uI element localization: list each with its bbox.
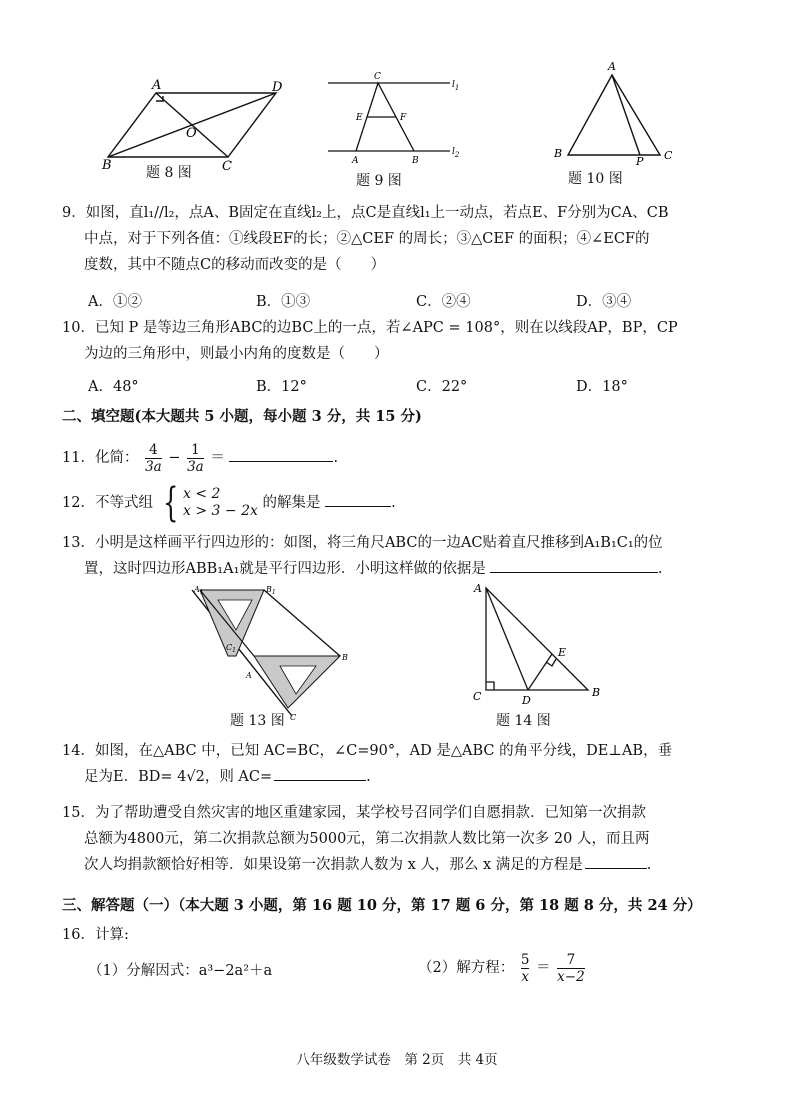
fig10-label-p: P: [636, 155, 644, 168]
q11-numerator-2: 1: [191, 441, 200, 458]
q16-fraction-2: [557, 952, 585, 985]
fig10-label-c: C: [664, 149, 673, 162]
q16-fraction-1: [521, 952, 530, 985]
q12-inequality-system: { x < 2 x > 3 − 2x: [162, 480, 258, 526]
fig13-label-c: C: [290, 713, 297, 722]
section-3-heading: 三、解答题（一）（本大题 3 小题，第 16 题 10 分，第 17 题 6 分，第 18 题 8 分，共 24 分）: [62, 897, 702, 914]
fig14-label-c: C: [473, 690, 482, 703]
page-footer: 八年级数学试卷 第 2页 共 4页: [296, 1052, 498, 1068]
fig14-label-b: B: [592, 686, 601, 699]
fig8-caption: 题 8 图: [146, 165, 192, 181]
q9-option-a[interactable]: A．①②: [88, 294, 142, 310]
q16-part-2: [418, 950, 587, 986]
q13-line-1: 13．小明是这样画平行四边形的：如图，将三角尺ABC的一边AC贴着直尺推移到A₁B₁C₁的位: [62, 535, 663, 551]
q15-answer-blank[interactable]: [585, 853, 647, 869]
q9-line-1: 9．如图，直l₁//l₂，点A、B固定在直线l₂上，点C是直线l₁上一动点，若点E、F分别为CA、CB: [62, 205, 669, 221]
question-12: [62, 480, 396, 526]
q13-answer-blank[interactable]: [490, 557, 658, 573]
q10-option-b[interactable]: B．12°: [256, 379, 307, 395]
q10-option-c[interactable]: C．22°: [416, 379, 468, 395]
q16-denominator-2: x−2: [557, 968, 585, 985]
fig8-label-b: B: [102, 158, 112, 173]
question-11: [62, 440, 338, 476]
q12-inequality-2: x > 3 − 2x: [183, 503, 258, 519]
q12-end: .: [391, 495, 396, 511]
fig9-label-l2: $l_2$: [452, 147, 460, 159]
section-2-heading: 二、填空题(本大题共 5 小题，每小题 3 分，共 15 分): [62, 408, 422, 425]
fig10-label-b: B: [554, 147, 563, 160]
fig8-label-a: A: [152, 78, 162, 93]
fig14-label-e: E: [558, 646, 567, 659]
fig14-right-triangle: [486, 588, 588, 690]
fig9-label-l1: $l_1$: [452, 80, 460, 92]
q14-line-2: 足为E．BD= 4√2，则 AC= .: [62, 764, 672, 790]
fig10-label-a: A: [608, 60, 616, 73]
q16-numerator-1: 5: [520, 951, 530, 968]
q10-option-d[interactable]: D．18°: [576, 379, 628, 395]
fig8-label-c: C: [222, 159, 232, 174]
fig13-label-a1: $A_1$: [194, 585, 204, 596]
fig14-label-d: D: [522, 694, 531, 707]
q16-part-1: （1）分解因式：a³−2a²＋a: [88, 963, 273, 979]
fig9-parallel-lines-triangle: [328, 83, 450, 151]
q14-line-1: 14．如图，在△ABC 中，已知 AC=BC，∠C=90°，AD 是△ABC 的角平分线，DE⊥AB，垂: [62, 743, 673, 759]
q12-inequality-1: x < 2: [183, 486, 221, 502]
fig9-label-a: A: [352, 156, 359, 166]
q14-answer-blank[interactable]: [274, 765, 366, 781]
q11-prefix: 11．化简：: [62, 450, 139, 466]
fig10-triangle: [568, 75, 660, 155]
q12-suffix: 的解集是: [262, 495, 321, 511]
q11-minus: −: [168, 450, 181, 466]
question-16-title: 16．计算:: [62, 927, 129, 943]
fig9-label-c: C: [374, 72, 381, 82]
fig13-label-b: B: [342, 653, 348, 662]
q15-line-2: 总额为4800元，第二次捐款总额为5000元，第二次捐款人数比第一次多 20 人，而且两: [84, 831, 650, 847]
q12-answer-blank[interactable]: [325, 491, 391, 507]
q16-part-2-prefix: （2）解方程：: [418, 960, 515, 976]
question-14: [62, 738, 672, 790]
q13-line-2: 置，这时四边形ABB₁A₁就是平行四边形．小明这样做的依据是 .: [62, 556, 663, 582]
q11-numerator-1: 4: [149, 441, 158, 458]
q10-option-a[interactable]: A．48°: [88, 379, 139, 395]
fig13-ruler-triangle: [192, 590, 340, 716]
q15-line-1: 15．为了帮助遭受自然灾害的地区重建家园，某学校号召同学们自愿捐款．已知第一次捐款: [62, 805, 646, 821]
fig9-label-e: E: [356, 113, 363, 123]
middle-figures: [0, 580, 794, 730]
q15-line-3: 次人均捐款额恰好相等．如果设第一次捐款人数为 x 人，那么 x 满足的方程是 .: [62, 852, 651, 878]
fig14-caption: 题 14 图: [496, 713, 551, 729]
q11-equals: ＝: [210, 450, 225, 466]
fig9-label-f: F: [400, 113, 407, 123]
q10-line-2: 为边的三角形中，则最小内角的度数是（ ）: [84, 346, 389, 362]
q16-denominator-1: x: [521, 968, 529, 985]
q11-fraction-1: [145, 442, 162, 475]
q9-option-d[interactable]: D．③④: [576, 294, 632, 310]
question-15: [62, 800, 651, 878]
fig8-parallelogram: [108, 93, 276, 157]
q9-option-b[interactable]: B．①③: [256, 294, 311, 310]
question-13: [62, 530, 663, 582]
q11-denominator-1: 3a: [145, 458, 162, 475]
question-10: [62, 315, 678, 367]
fig9-label-b: B: [412, 156, 419, 166]
q11-end: .: [333, 450, 339, 466]
q11-fraction-2: [187, 442, 204, 475]
q12-prefix: 12．不等式组: [62, 495, 153, 511]
q11-answer-blank[interactable]: [229, 446, 333, 462]
q9-line-2: 中点，对于下列各值：①线段EF的长；②△CEF 的周长；③△CEF 的面积；④∠ECF的: [84, 231, 650, 247]
q16-equals: ＝: [536, 960, 551, 976]
q10-line-1: 10．已知 P 是等边三角形ABC的边BC上的一点，若∠APC = 108°，则在以线段AP，BP，CP: [62, 320, 678, 336]
fig9-caption: 题 9 图: [356, 173, 402, 189]
fig13-label-b1: $B_1$: [266, 585, 276, 596]
fig8-label-d: D: [272, 80, 283, 95]
q11-denominator-2: 3a: [187, 458, 204, 475]
fig13-label-a: A: [246, 671, 252, 680]
fig13-label-c1: $C_1$: [226, 643, 236, 654]
fig8-label-o: O: [186, 126, 197, 141]
fig14-label-a: A: [474, 582, 482, 595]
question-9: [62, 200, 668, 278]
q9-line-3: 度数，其中不随点C的移动而改变的是（ ）: [84, 257, 386, 273]
fig13-caption: 题 13 图: [230, 713, 285, 729]
fig10-caption: 题 10 图: [568, 171, 623, 187]
q16-numerator-2: 7: [566, 951, 576, 968]
q9-option-c[interactable]: C．②④: [416, 294, 471, 310]
